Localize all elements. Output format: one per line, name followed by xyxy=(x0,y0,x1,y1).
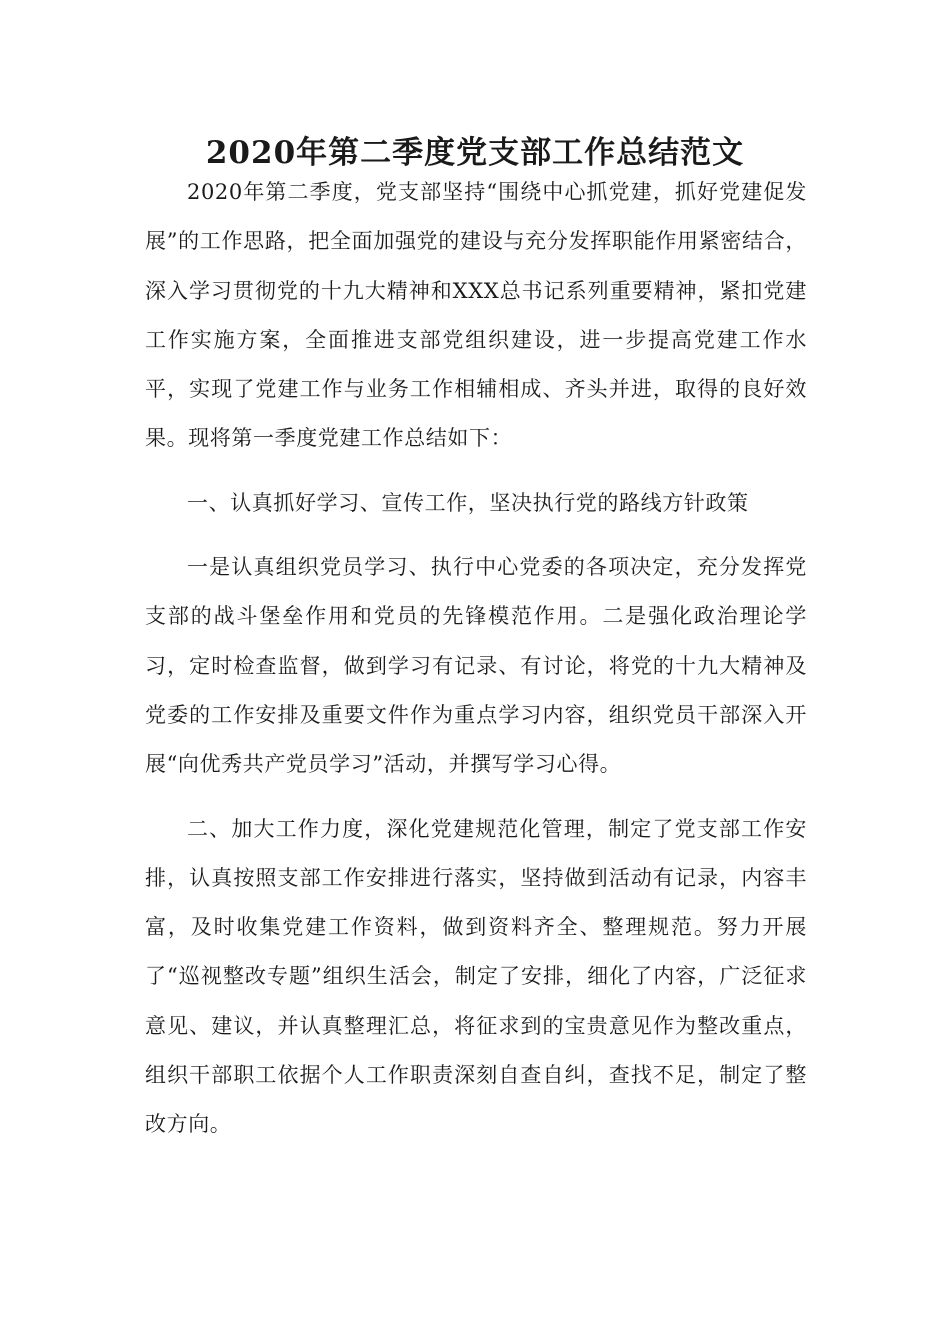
document-title: 2020年第二季度党支部工作总结范文 xyxy=(205,135,745,171)
section-heading-1: 一、认真抓好学习、宣传工作，坚决执行党的路线方针政策 xyxy=(187,490,749,515)
document-body xyxy=(145,168,807,1150)
paragraph-section-2: 二、加大工作力度，深化党建规范化管理，制定了党支部工作安排，认真按照支部工作安排进行落实，坚持做到活动有记录，内容丰富，及时收集党建工作资料，做到资料齐全、整理规范。努力开展了“巡视整改专题”组织生活会，制定了安排，细化了内容，广泛征求意见、建议，并认真整理汇总，将征求到的宝贵意见作为整改重点，组织干部职工依据个人工作职责深刻自查自纠，查找不足，制定了整改方向。 xyxy=(145,816,807,1137)
paragraph-intro: 2020年第二季度，党支部坚持“围绕中心抓党建，抓好党建促发展”的工作思路，把全面加强党的建设与充分发挥职能作用紧密结合，深入学习贯彻党的十九大精神和XXX总书记系列重要精神，紧扣党建工作实施方案，全面推进支部党组织建设，进一步提高党建工作水平，实现了党建工作与业务工作相辅相成、齐头并进，取得的良好效果。现将第一季度党建工作总结如下： xyxy=(145,180,807,451)
paragraph-section-1: 一是认真组织党员学习、执行中心党委的各项决定，充分发挥党支部的战斗堡垒作用和党员的先锋模范作用。二是强化政治理论学习，定时检查监督，做到学习有记录、有讨论，将党的十九大精神及党委的工作安排及重要文件作为重点学习内容，组织党员干部深入开展“向优秀共产党员学习”活动，并撰写学习心得。 xyxy=(145,555,807,777)
